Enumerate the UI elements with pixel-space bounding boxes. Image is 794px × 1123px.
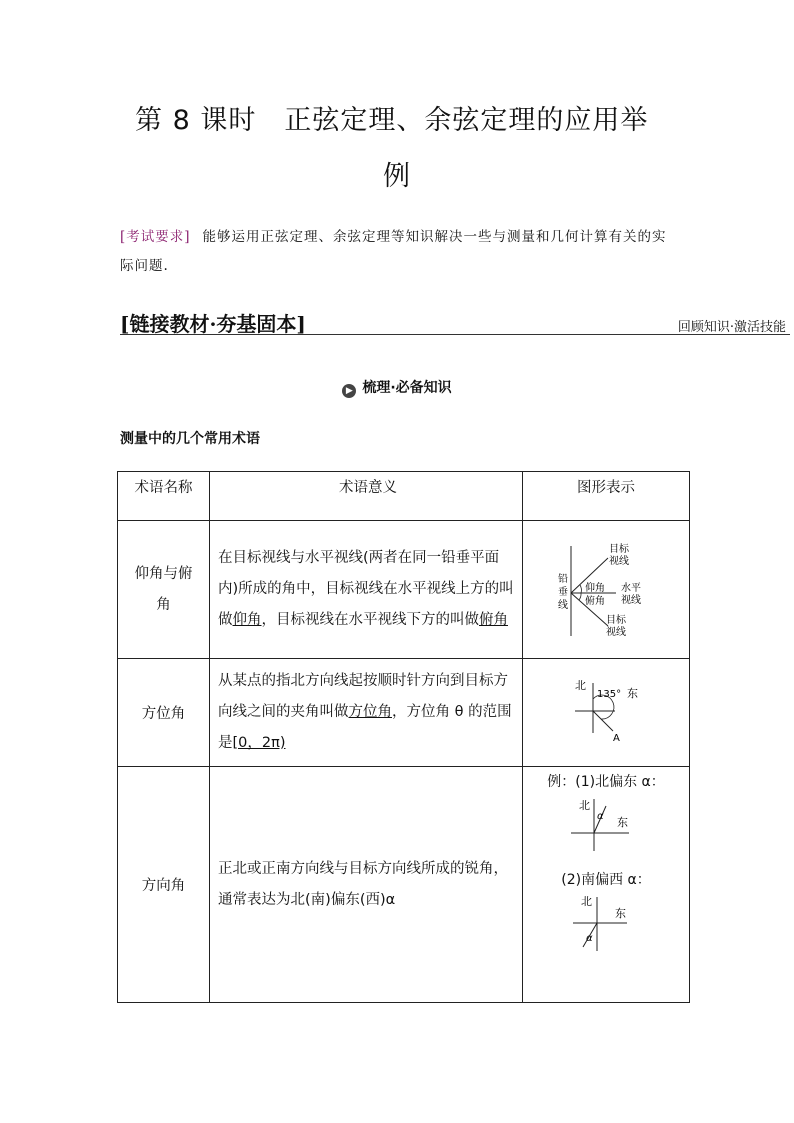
fig-horizontal-2: 视线 bbox=[621, 594, 641, 606]
term-highlight: 方位角 bbox=[348, 704, 392, 720]
page-title-line1: 第 8 课时 正弦定理、余弦定理的应用举 bbox=[135, 105, 649, 136]
requirement-text: 能够运用正弦定理、余弦定理等知识解决一些与测量和几何计算有关的实际问题. bbox=[120, 229, 667, 274]
term-meaning: 正北或正南方向线与目标方向线所成的锐角，通常表达为北(南)偏东(西)α bbox=[210, 767, 523, 1003]
fig1-east: 东 bbox=[617, 816, 628, 829]
term-highlight: 仰角 bbox=[232, 612, 262, 628]
fig1-alpha: α bbox=[597, 811, 604, 822]
table-header-row bbox=[118, 472, 690, 521]
bearing-diagram bbox=[561, 671, 651, 751]
term-meaning: 从某点的指北方向线起按顺时针方向到目标方向线之间的夹角叫做方位角，方位角 θ 的范围是[0，2π) bbox=[210, 659, 523, 767]
table-row bbox=[118, 767, 690, 1003]
fig-vertical-2: 垂 bbox=[558, 586, 568, 598]
fig2-alpha: α bbox=[586, 933, 593, 944]
header-meaning: 术语意义 bbox=[210, 472, 523, 521]
term-name: 仰角与俯角 bbox=[118, 521, 210, 659]
fig-horizontal-1: 水平 bbox=[621, 582, 641, 594]
elevation-depression-figure bbox=[523, 521, 690, 659]
term-highlight: 俯角 bbox=[479, 612, 508, 628]
table-row bbox=[118, 659, 690, 767]
exam-requirement bbox=[120, 223, 680, 281]
fig-east: 东 bbox=[627, 686, 638, 700]
section-subtitle: 回顾知识·激活技能 bbox=[677, 320, 786, 335]
example2-label: (2)南偏西 α： bbox=[561, 872, 651, 888]
table-row bbox=[118, 521, 690, 659]
term-meaning: 在目标视线与水平视线(两者在同一铅垂平面内)所成的角中，目标视线在水平视线上方的叫做仰角，目标视线在水平视线下方的叫做俯角 bbox=[210, 521, 523, 659]
header-name: 术语名称 bbox=[118, 472, 210, 521]
requirement-tag: [考试要求] bbox=[120, 229, 191, 245]
fig-elevation-label: 仰角 bbox=[585, 582, 605, 594]
play-icon: ▶ bbox=[342, 384, 356, 398]
bearing-figure bbox=[523, 659, 690, 767]
fig-vertical-3: 线 bbox=[558, 599, 568, 611]
south-west-diagram bbox=[561, 889, 651, 959]
fig-point-a: A bbox=[613, 732, 620, 744]
fig2-north: 北 bbox=[581, 895, 592, 908]
fig-depression-label: 俯角 bbox=[585, 595, 605, 607]
subsection-text: 梳理·必备知识 bbox=[362, 380, 452, 396]
term-name: 方位角 bbox=[118, 659, 210, 767]
north-east-diagram bbox=[561, 791, 651, 861]
section-divider bbox=[120, 334, 790, 335]
section-title: [链接教材·夯基固本] bbox=[120, 312, 306, 336]
terms-table bbox=[117, 471, 690, 1003]
fig-target-top-1: 目标 bbox=[609, 543, 629, 555]
term-highlight: [0，2π) bbox=[232, 735, 286, 751]
fig-target-top-2: 视线 bbox=[609, 555, 629, 567]
term-name: 方向角 bbox=[118, 767, 210, 1003]
fig-target-bottom-1: 目标 bbox=[606, 614, 626, 626]
content-heading: 测量中的几个常用术语 bbox=[120, 431, 260, 447]
fig2-east: 东 bbox=[615, 907, 626, 920]
fig-target-bottom-2: 视线 bbox=[606, 626, 626, 638]
header-figure: 图形表示 bbox=[523, 472, 690, 521]
subsection-title bbox=[0, 377, 794, 398]
fig-north: 北 bbox=[575, 678, 586, 692]
elevation-diagram bbox=[556, 538, 656, 638]
direction-figure bbox=[523, 767, 690, 1003]
page-title-line2: 例 bbox=[383, 161, 411, 192]
fig-angle: 135° bbox=[597, 688, 622, 700]
fig-vertical-1: 铅 bbox=[558, 573, 568, 585]
fig1-north: 北 bbox=[579, 799, 590, 812]
example1-label: 例：(1)北偏东 α： bbox=[547, 774, 665, 790]
